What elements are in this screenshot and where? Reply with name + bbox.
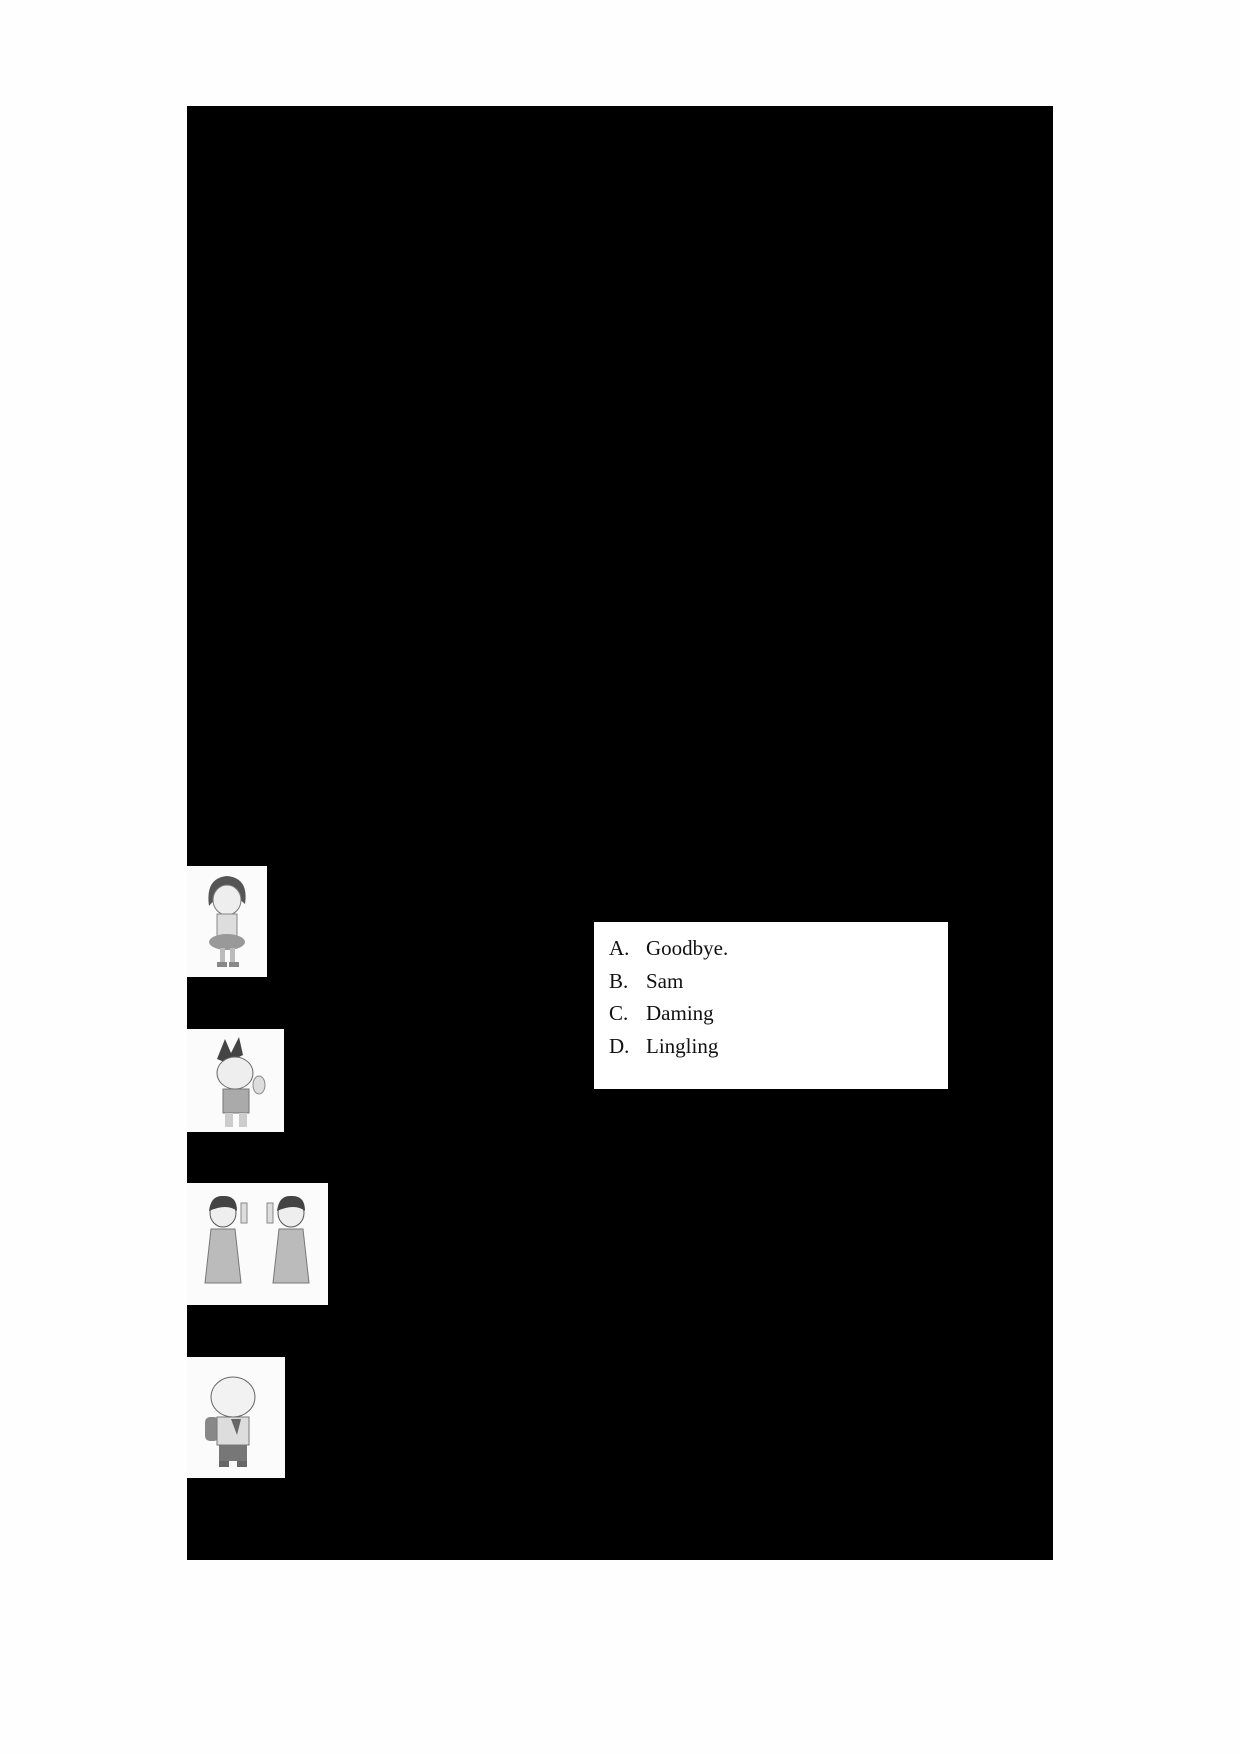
option-letter: A. <box>609 936 630 960</box>
girl-illustration-icon <box>187 866 267 977</box>
picture-bald-boy <box>187 1357 285 1478</box>
option-letter: B. <box>609 969 629 993</box>
picture-boy <box>187 1029 284 1132</box>
option-text: Goodbye. <box>646 936 729 960</box>
option-d <box>609 1034 718 1059</box>
option-text: Lingling <box>646 1034 719 1058</box>
picture-two-girls <box>187 1183 328 1305</box>
two-girls-illustration-icon <box>187 1183 328 1305</box>
option-text: Sam <box>646 969 684 993</box>
picture-girl <box>187 866 267 977</box>
answer-options-box <box>594 922 948 1089</box>
option-letter: D. <box>609 1034 630 1058</box>
redacted-region <box>187 106 1053 1560</box>
option-c <box>609 1001 714 1026</box>
boy-illustration-icon <box>187 1029 284 1132</box>
option-b <box>609 969 683 994</box>
option-text: Daming <box>646 1001 714 1025</box>
bald-boy-illustration-icon <box>187 1357 285 1478</box>
option-letter: C. <box>609 1001 629 1025</box>
option-a <box>609 936 728 961</box>
